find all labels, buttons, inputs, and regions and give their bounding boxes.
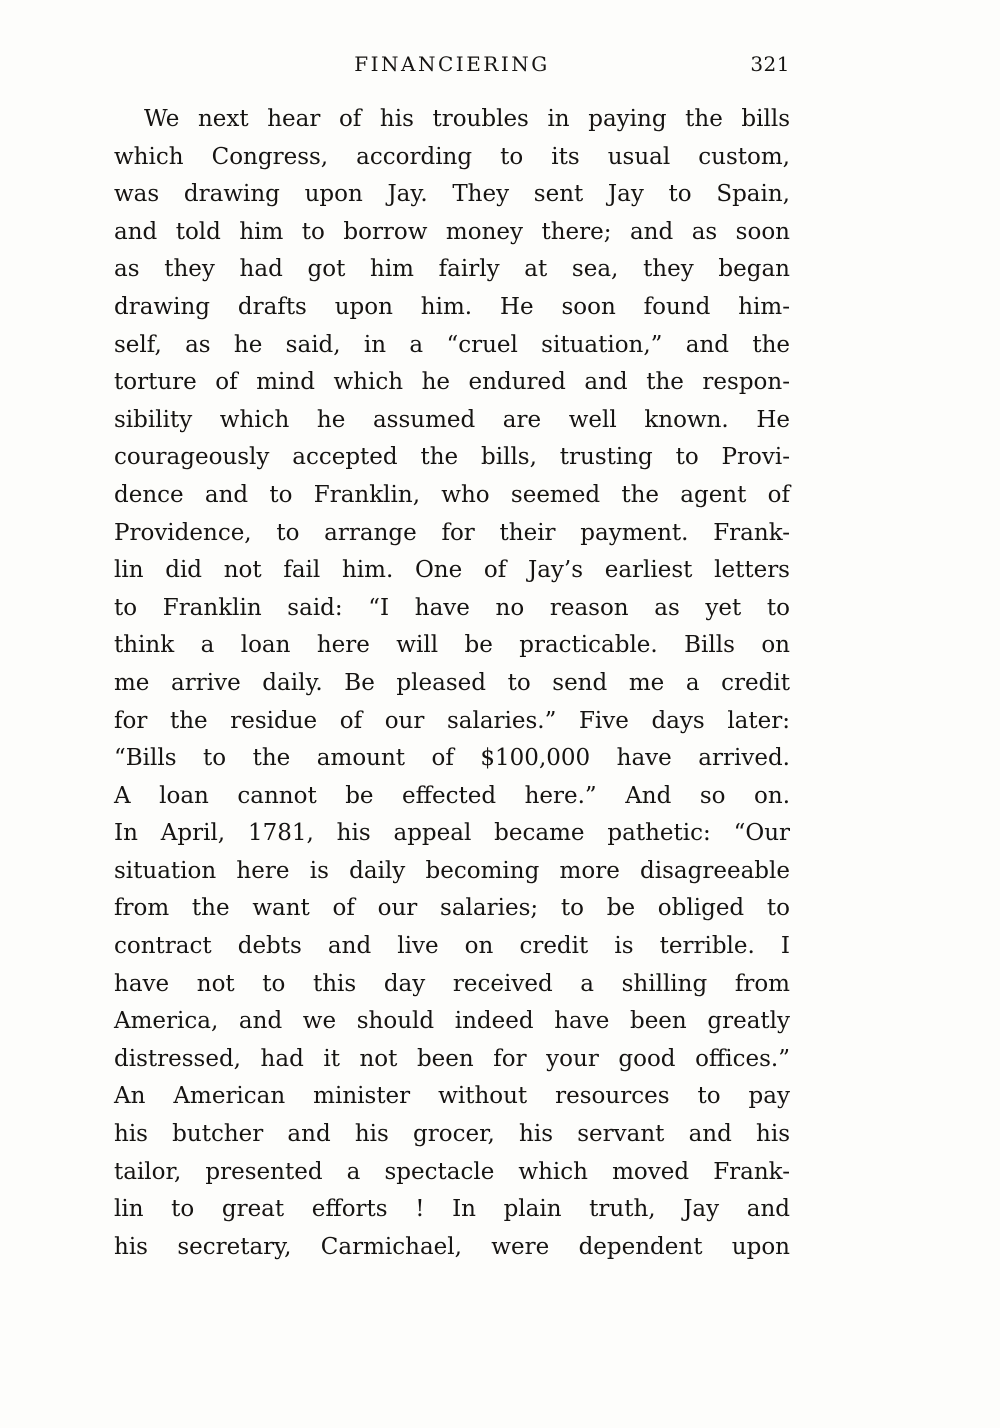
body-text bbox=[114, 101, 790, 1266]
text-line: situation here is daily becoming more disagreeable bbox=[114, 857, 790, 884]
text-line: torture of mind which he endured and the respon- bbox=[114, 369, 790, 396]
text-line: tailor, presented a spectacle which moved Frank- bbox=[114, 1158, 790, 1185]
text-line: “Bills to the amount of $100,000 have arrived. bbox=[114, 745, 790, 772]
text-line: America, and we should indeed have been greatly bbox=[114, 1008, 790, 1035]
text-line: from the want of our salaries; to be obliged to bbox=[114, 895, 790, 922]
text-line: Providence, to arrange for their payment. Frank- bbox=[114, 519, 790, 546]
text-line: think a loan here will be practicable. Bills on bbox=[114, 632, 790, 659]
text-line: A loan cannot be effected here.” And so on. bbox=[114, 782, 790, 809]
text-line: as they had got him fairly at sea, they began bbox=[114, 256, 790, 283]
text-line: sibility which he assumed are well known. He bbox=[114, 406, 790, 433]
page-number: 321 bbox=[750, 52, 790, 76]
text-line: his secretary, Carmichael, were dependent upon bbox=[114, 1233, 790, 1260]
running-title: FINANCIERING bbox=[354, 52, 550, 76]
text-line: dence and to Franklin, who seemed the agent of bbox=[114, 481, 790, 508]
text-line: was drawing upon Jay. They sent Jay to Spain, bbox=[114, 181, 790, 208]
text-line: We next hear of his troubles in paying the bills bbox=[144, 106, 790, 132]
text-line: An American minister without resources to pay bbox=[114, 1083, 790, 1110]
text-line: to Franklin said: “I have no reason as yet to bbox=[114, 594, 790, 621]
text-line: lin did not fail him. One of Jay’s earliest letters bbox=[114, 557, 790, 584]
text-line: In April, 1781, his appeal became pathetic: “Our bbox=[114, 820, 790, 847]
text-line: which Congress, according to its usual custom, bbox=[114, 143, 790, 170]
text-line: have not to this day received a shilling from bbox=[114, 970, 790, 997]
text-line: self, as he said, in a “cruel situation,” and the bbox=[114, 331, 790, 358]
text-line: courageously accepted the bills, trusting to Provi- bbox=[114, 444, 790, 471]
page-content bbox=[114, 0, 790, 1266]
text-line: for the residue of our salaries.” Five days later: bbox=[114, 707, 790, 734]
text-line: me arrive daily. Be pleased to send me a credit bbox=[114, 669, 790, 696]
text-line: his butcher and his grocer, his servant and his bbox=[114, 1121, 790, 1148]
text-line: contract debts and live on credit is terrible. I bbox=[114, 933, 790, 960]
text-line: and told him to borrow money there; and as soon bbox=[114, 218, 790, 245]
text-line: lin to great efforts ! In plain truth, Jay and bbox=[114, 1196, 790, 1223]
page-header bbox=[114, 0, 790, 80]
text-line: distressed, had it not been for your good offices.” bbox=[114, 1045, 790, 1072]
text-line: drawing drafts upon him. He soon found him- bbox=[114, 293, 790, 320]
